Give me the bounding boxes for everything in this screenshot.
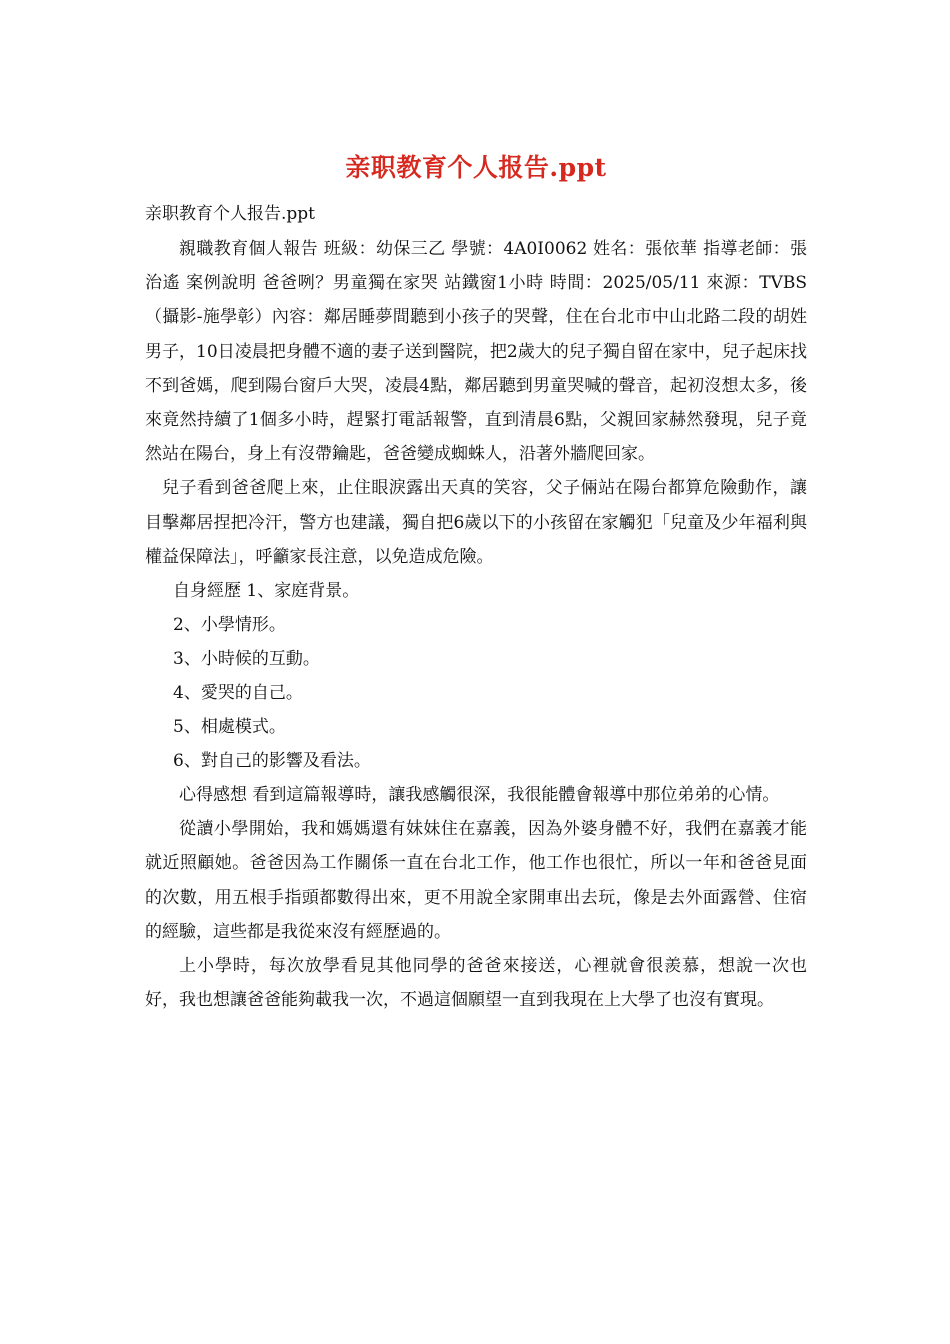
list-item: 4、愛哭的自己。 [173, 683, 303, 704]
document-subtitle: 亲职教育个人报告.ppt [145, 204, 315, 224]
list-item: 2、小學情形。 [173, 615, 286, 636]
document-page [145, 148, 807, 1017]
list-item: 5、相處模式。 [173, 717, 286, 738]
list-item: 6、對自己的影響及看法。 [173, 751, 371, 772]
paragraph-case-description: 親職教育個人報告 班級：幼保三乙 學號：4A0I0062 姓名：張依華 指導老師：張治遙 案例說明 爸爸咧？男童獨在家哭 站鐵窗1小時 時間：2025/05/11 來源：TVBS（攝影-施學彰）內容：鄰居睡夢間聽到小孩子的哭聲，住在台北市中山北路二段的胡姓男子，10日凌晨把身體不適的妻子送到醫院，把2歲大的兒子獨自留在家中，兒子起床找不到爸媽，爬到陽台窗戶大哭，凌晨4點，鄰居聽到男童哭喊的聲音，起初沒想太多，後來竟然持續了1個多小時，趕緊打電話報警，直到清晨6點，父親回家赫然發現，兒子竟然站在陽台，身上有沒帶鑰匙，爸爸變成蜘蛛人，沿著外牆爬回家。 [145, 239, 807, 465]
list-item: 3、小時候的互動。 [173, 649, 320, 670]
paragraph-school-memory: 上小學時，每次放學看見其他同學的爸爸來接送，心裡就會很羨慕，想說一次也好，我也想讓爸爸能夠載我一次，不過這個願望一直到我現在上大學了也沒有實現。 [145, 956, 807, 1011]
paragraph-case-followup: 兒子看到爸爸爬上來，止住眼淚露出天真的笑容，父子倆站在陽台都算危險動作，讓目擊鄰居捏把冷汗，警方也建議，獨自把6歲以下的小孩留在家觸犯「兒童及少年福利與權益保障法」，呼籲家長注意，以免造成危險。 [145, 478, 807, 567]
document-title: 亲职教育个人报告.ppt [345, 153, 607, 182]
list-item: 自身經歷 1、家庭背景。 [173, 581, 360, 602]
paragraph-reflection: 心得感想 看到這篇報導時，讓我感觸很深，我很能體會報導中那位弟弟的心情。 [179, 785, 780, 806]
paragraph-childhood: 從讀小學開始，我和媽媽還有妹妹住在嘉義，因為外婆身體不好，我們在嘉義才能就近照顧她。爸爸因為工作關係一直在台北工作，他工作也很忙，所以一年和爸爸見面的次數，用五根手指頭都數得出來，更不用說全家開車出去玩，像是去外面露營、住宿的經驗，這些都是我從來沒有經歷過的。 [145, 819, 807, 942]
